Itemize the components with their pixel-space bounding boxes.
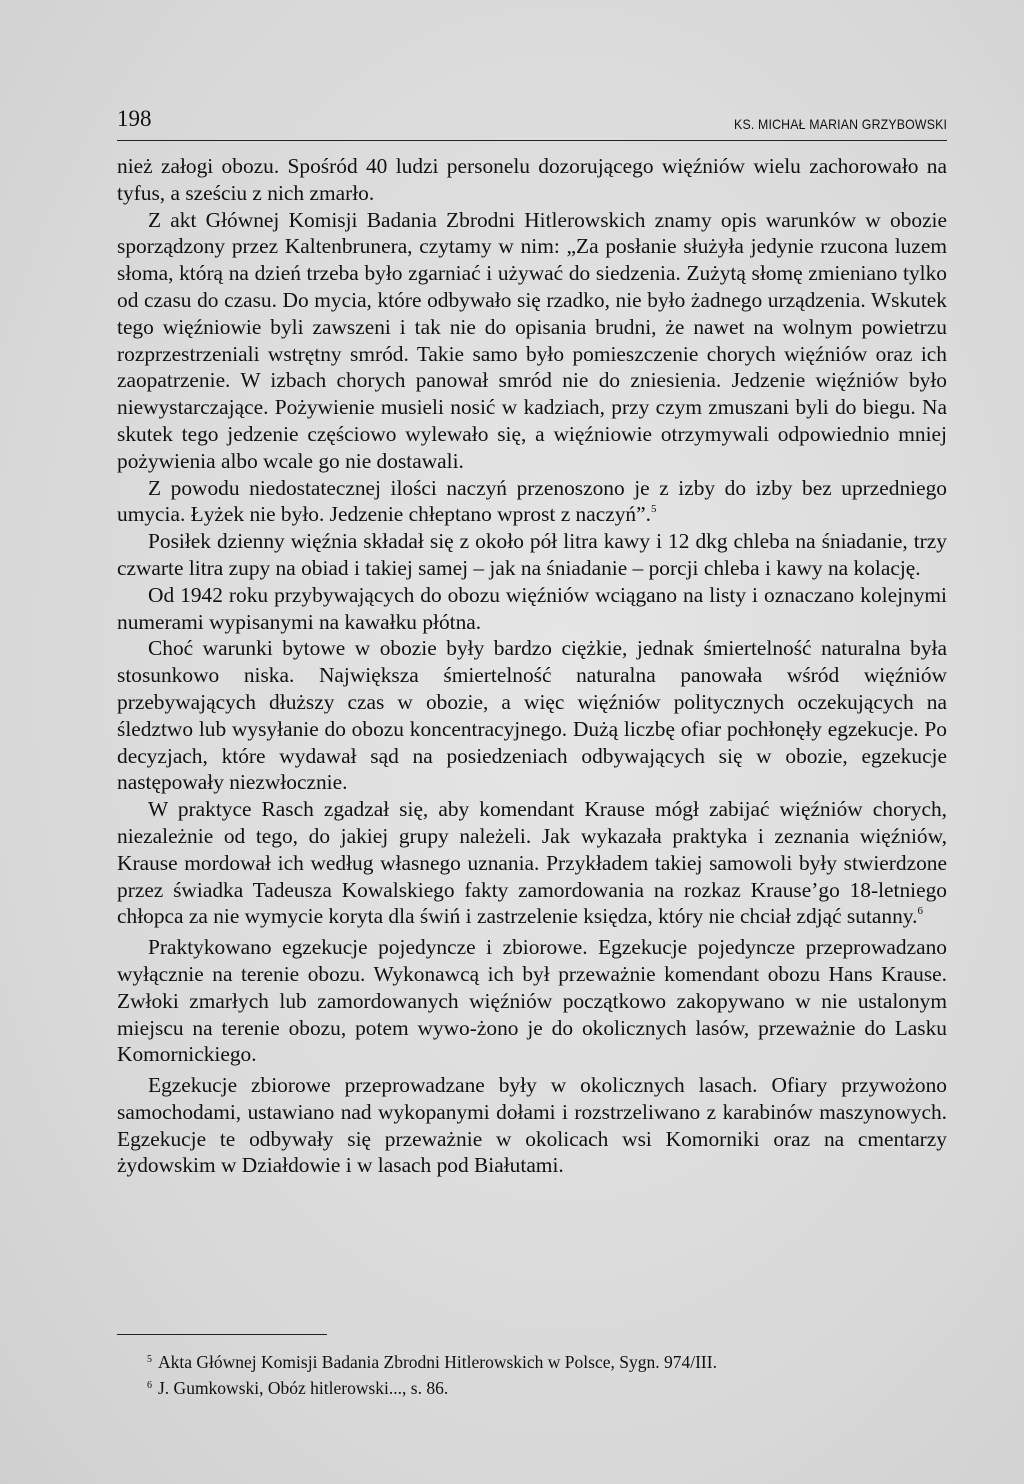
footnote-divider	[117, 1334, 327, 1335]
paragraph: Od 1942 roku przybywających do obozu więźniów wciągano na listy i oznaczano kolejnymi numerami wypisanymi na kawałku płótna.	[117, 582, 947, 634]
body-text	[117, 153, 947, 1179]
footnote	[117, 1348, 947, 1374]
paragraph: Posiłek dzienny więźnia składał się z około pół litra kawy i 12 dkg chleba na śniadanie, trzy czwarte litra zupy na obiad i takiej samej – jak na śniadanie – porcji chleba i kawy na kolację.	[117, 529, 947, 580]
paragraph: Z akt Głównej Komisji Badania Zbrodni Hitlerowskich znamy opis warunków w obozie sporządzony przez Kaltenbrunera, czytamy w nim: „Za posłanie służyła jedynie rzucona luzem słoma, którą na dzień trzeba było zgarniać i używać do siedzenia. Zużytą słomę zmieniano tylko od czasu do czasu. Do mycia, które odbywało się rzadko, nie było żadnego urządzenia. Wskutek tego więźniowie byli zawszeni i tak nie do opisania brudni, że nawet na wolnym powietrzu rozprzestrzeniali wstrętny smród. Takie samo było pomieszczenie chorych więźniów oraz ich zaopatrzenie. W izbach chorych panował smród nie do zniesienia. Jedzenie więźniów było niewystarczające. Pożywienie musieli nosić w kadziach, przy czym zmuszani byli do biegu. Na skutek tego jedzenie częściowo wylewało się, a więźniowie otrzymywali odpowiednio mniej pożywienia albo wcale go nie dostawali.	[117, 207, 947, 473]
paragraph: Z powodu niedostatecznej ilości naczyń przenoszono je z izby do izby bez uprzedniego umycia. Łyżek nie było. Jedzenie chłeptano wprost z naczyń”.$^5$	[117, 475, 947, 527]
footnote	[117, 1374, 947, 1400]
page-number: 198	[117, 106, 152, 131]
footnotes	[117, 1348, 947, 1400]
paragraph: nież załogi obozu. Spośród 40 ludzi personelu dozorującego więźniów wielu zachorowało na tyfus, a sześciu z nich zmarło.	[117, 154, 947, 205]
paragraph: Choć warunki bytowe w obozie były bardzo ciężkie, jednak śmiertelność naturalna była stosunkowo niska. Największa śmiertelność naturalna panowała wśród więźniów przebywających dłuższy czas w obozie, a więc więźniów politycznych oczekujących na śledztwo lub wysyłanie do obozu koncentracyjnego. Dużą liczbę ofiar pochłonęły egzekucje. Po decyzjach, które wydawał sąd na posiedzeniach odbywających się w obozie, egzekucje następowały niezwłocznie.	[117, 636, 947, 795]
running-head: KS. MICHAŁ MARIAN GRZYBOWSKI	[733, 116, 947, 132]
footnote-reference[interactable]: 5	[650, 503, 657, 516]
footnote-text: Akta Głównej Komisji Badania Zbrodni Hitlerowskich w Polsce, Sygn. 974/III.	[158, 1352, 717, 1372]
paragraph: W praktyce Rasch zgadzał się, aby komendant Krause mógł zabijać więźniów chorych, niezależnie od tego, do jakiej grupy należeli. Jak wykazała praktyka i zeznania więźniów, Krause mordował ich według własnego uznania. Przykładem takiej samowoli były stwierdzone przez świadka Tadeusza Kowalskiego fakty zamordowania na rozkaz Krause’go 18-letniego chłopca za nie wymycie koryta dla świń i zastrzelenie księdza, który nie chciał zdjąć sutanny.$^6$	[117, 797, 947, 929]
paragraph: Egzekucje zbiorowe przeprowadzane były w okolicznych lasach. Ofiary przywożono samochodami, ustawiano nad wykopanymi dołami i rozstrzeliwano z karabinów maszynowych. Egzekucje te odbywały się przeważnie w okolicach wsi Komorniki oraz na cmentarzy żydowskim w Działdowie i w lasach pod Białutami.	[117, 1073, 947, 1178]
footnote-mark: 6	[147, 1380, 152, 1391]
footnote-mark: 5	[147, 1354, 152, 1365]
footnote-text: J. Gumkowski, Obóz hitlerowski..., s. 86.	[158, 1378, 449, 1398]
paragraph: Praktykowano egzekucje pojedyncze i zbiorowe. Egzekucje pojedyncze przeprowadzano wyłącznie na terenie obozu. Wykonawcą ich był przeważnie komendant obozu Hans Krause. Zwłoki zmarłych lub zamordowanych więźniów początkowo zakopywano w nie ustalonym miejscu na terenie obozu, potem wywo-żono je do okolicznych lasów, przeważnie do Lasku Komornickiego.	[117, 935, 947, 1067]
footnote-reference[interactable]: 6	[917, 905, 923, 918]
page-header	[117, 106, 947, 141]
